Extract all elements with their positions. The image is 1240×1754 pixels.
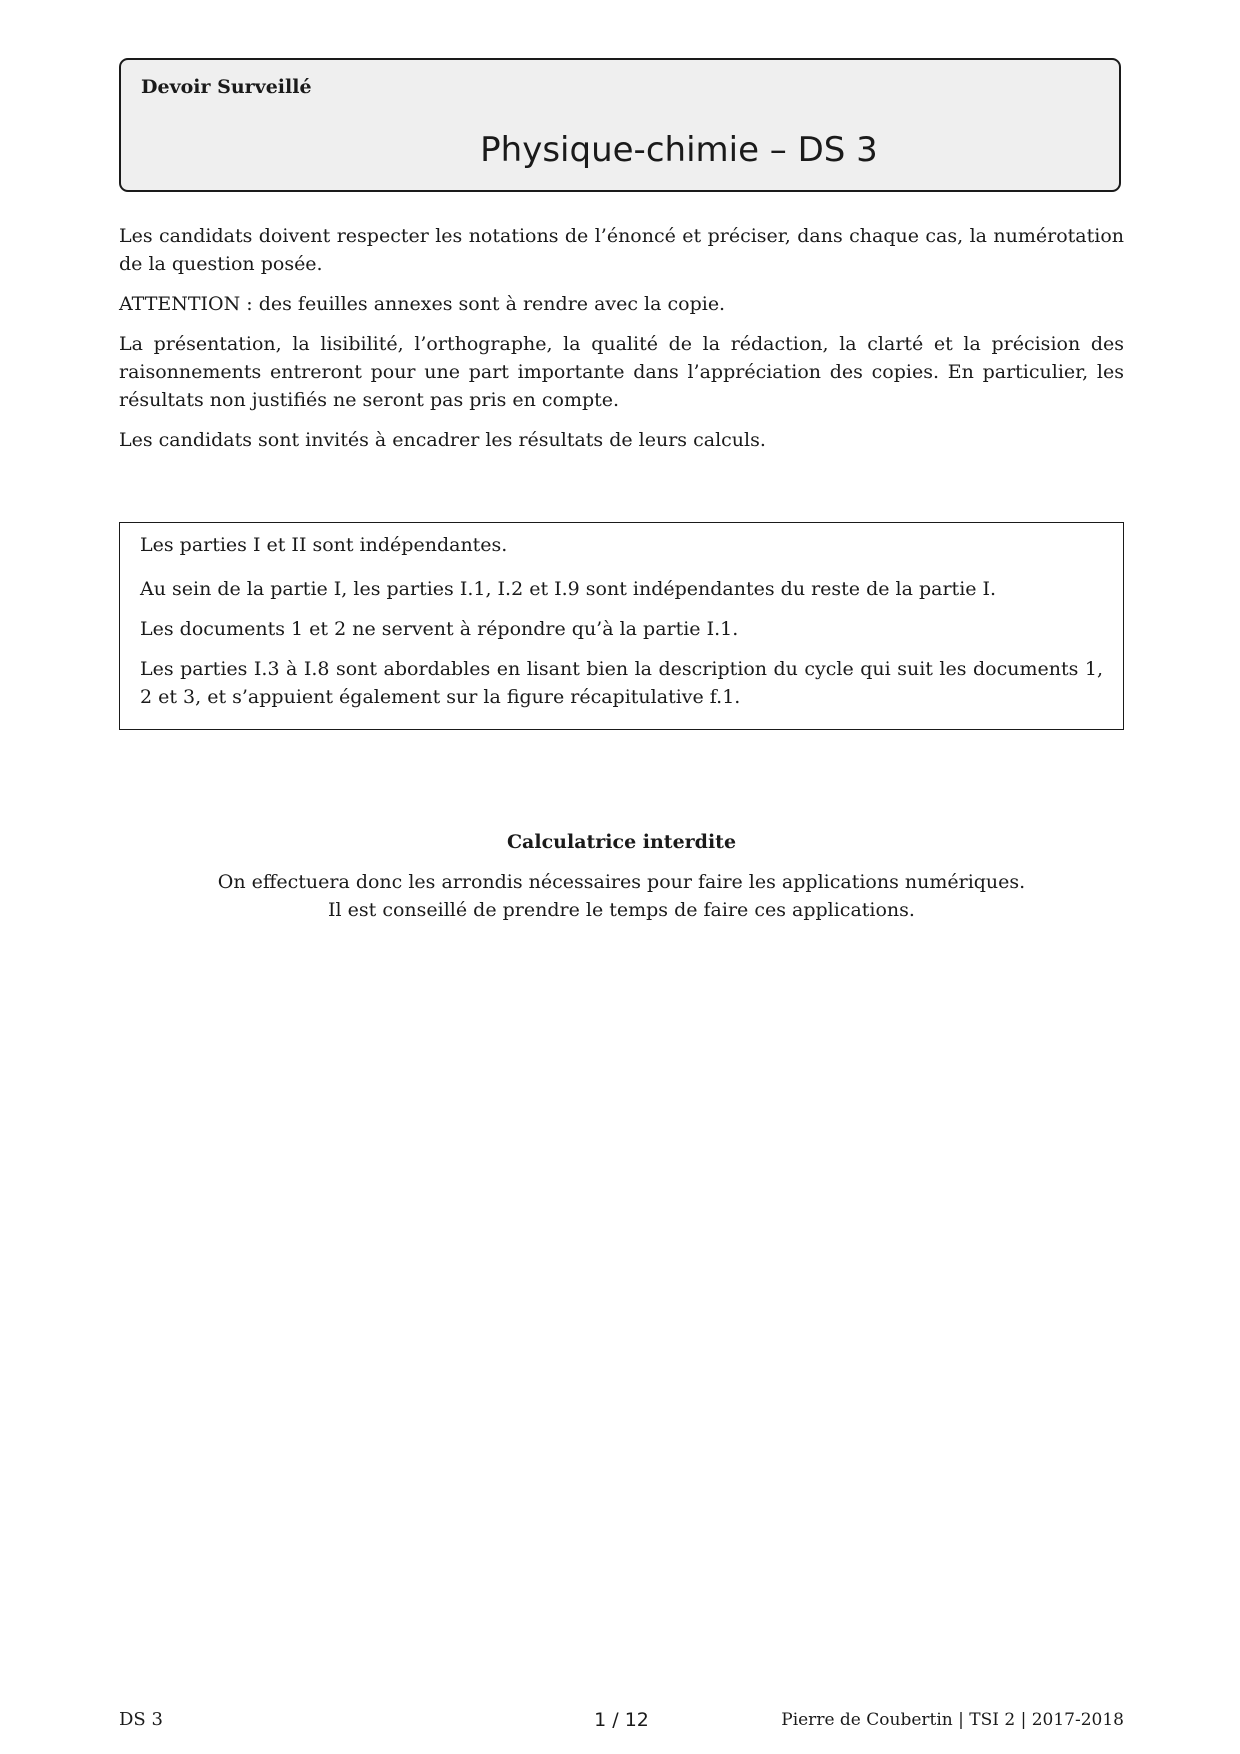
document-type-label: Devoir Surveillé [141, 76, 312, 98]
calculator-line: Il est conseillé de prendre le temps de faire ces applications. [328, 899, 915, 921]
instruction-paragraph: Les candidats doivent respecter les notations de l’énoncé et préciser, dans chaque cas, la numérotation de la question posée. [119, 225, 1124, 275]
note-paragraph: Les parties I.3 à I.8 sont abordables en lisant bien la description du cycle qui suit les documents 1, 2 et 3, et s’appuient également sur la figure récapitulative f.1. [140, 658, 1103, 708]
calculator-line: On effectuera donc les arrondis nécessaires pour faire les applications numériques. [217, 871, 1026, 893]
page-footer [119, 1706, 1124, 1734]
page-number: 1 / 12 [594, 1709, 649, 1731]
instruction-paragraph: Les candidats sont invités à encadrer les résultats de leurs calculs. [119, 429, 766, 451]
instruction-paragraph: ATTENTION : des feuilles annexes sont à rendre avec la copie. [119, 293, 726, 315]
note-paragraph: Les parties I et II sont indépendantes. [140, 534, 508, 556]
parts-notes-box [119, 522, 1124, 730]
footer-doc-label: DS 3 [119, 1709, 163, 1730]
calculator-title: Calculatrice interdite [506, 831, 737, 853]
page-title: Physique-chimie – DS 3 [480, 130, 878, 170]
instruction-paragraph: La présentation, la lisibilité, l’orthographe, la qualité de la rédaction, la clarté et la précision des raisonnements entreront pour une part importante dans l’appréciation des copies. En particulier, les résultats non justifiés ne seront pas pris en compte. [119, 333, 1124, 411]
header-box [119, 58, 1121, 192]
footer-school-info: Pierre de Coubertin | TSI 2 | 2017-2018 [781, 1710, 1124, 1730]
instructions-section [119, 222, 1124, 466]
note-paragraph: Au sein de la partie I, les parties I.1, I.2 et I.9 sont indépendantes du reste de la partie I. [140, 578, 997, 600]
calculator-section [119, 828, 1124, 924]
note-paragraph: Les documents 1 et 2 ne servent à répondre qu’à la partie I.1. [140, 618, 739, 640]
